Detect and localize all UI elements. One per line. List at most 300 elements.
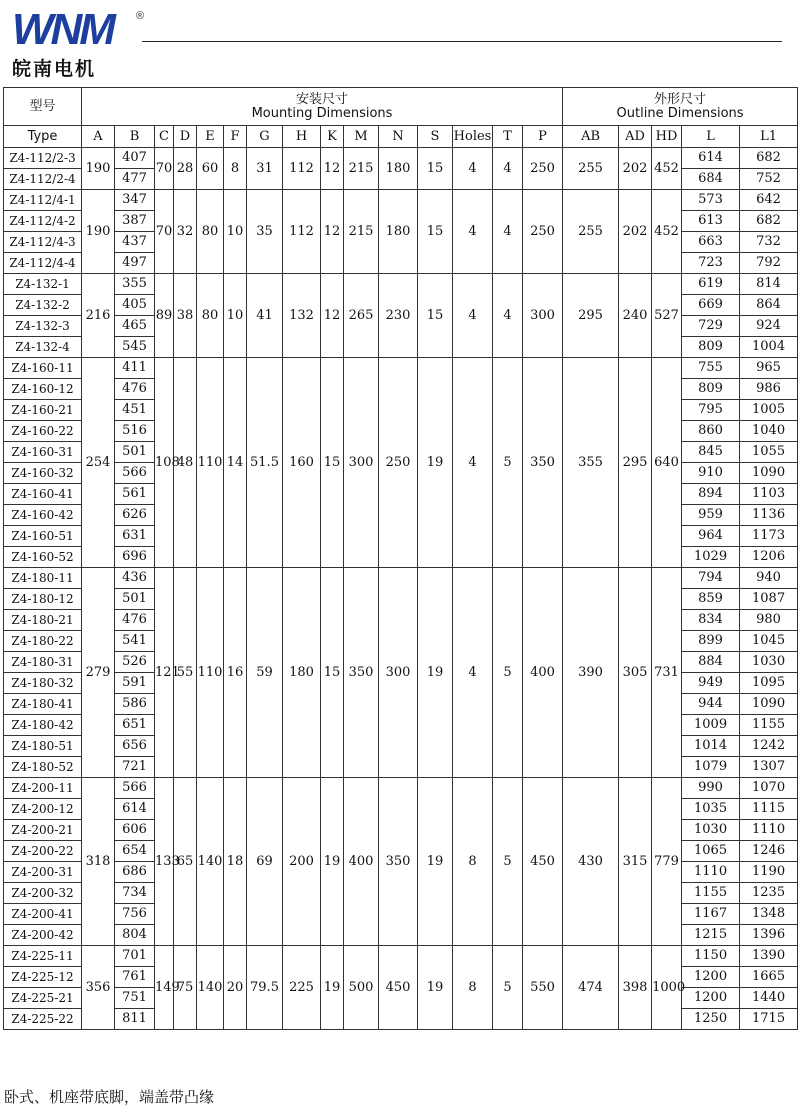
cell-l: 619 [682,274,740,295]
model-cell: Z4-132-2 [4,295,82,316]
cell-l: 1150 [682,946,740,967]
model-cell: Z4-132-1 [4,274,82,295]
cell-holes: 4 [453,568,493,778]
cell-s: 15 [418,274,453,358]
cell-l1: 1348 [740,904,798,925]
cell-k: 15 [321,358,344,568]
cell-hd: 452 [652,190,682,274]
model-cell: Z4-132-4 [4,337,82,358]
cell-t: 4 [493,190,523,274]
cell-g: 35 [247,190,283,274]
cell-l: 884 [682,652,740,673]
cell-ab: 255 [563,148,619,190]
model-cell: Z4-200-21 [4,820,82,841]
cell-n: 450 [379,946,418,1030]
cell-c: 70 [155,148,174,190]
column-header-n: N [379,126,418,148]
cell-l: 809 [682,337,740,358]
cell-b: 541 [115,631,155,652]
cell-l: 573 [682,190,740,211]
model-cell: Z4-160-31 [4,442,82,463]
cell-d: 28 [174,148,197,190]
cell-l1: 1103 [740,484,798,505]
cell-b: 476 [115,610,155,631]
cell-b: 631 [115,526,155,547]
column-header-m: M [344,126,379,148]
cell-b: 437 [115,232,155,253]
column-header-s: S [418,126,453,148]
cell-a: 190 [82,148,115,190]
cell-l: 1200 [682,988,740,1009]
cell-l: 834 [682,610,740,631]
cell-ab: 255 [563,190,619,274]
model-cell: Z4-200-12 [4,799,82,820]
mounting-dimensions-header [82,88,563,126]
cell-b: 566 [115,463,155,484]
cell-l: 1250 [682,1009,740,1030]
cell-c: 121 [155,568,174,778]
cell-l1: 1087 [740,589,798,610]
cell-l1: 924 [740,316,798,337]
cell-d: 55 [174,568,197,778]
cell-l1: 1095 [740,673,798,694]
cell-d: 75 [174,946,197,1030]
cell-l: 684 [682,169,740,190]
cell-g: 69 [247,778,283,946]
cell-e: 80 [197,274,224,358]
footnote: 卧式、机座带底脚，端盖带凸缘 [4,1088,215,1106]
column-header-k: K [321,126,344,148]
cell-h: 160 [283,358,321,568]
cell-l: 729 [682,316,740,337]
cell-k: 15 [321,568,344,778]
cell-s: 19 [418,358,453,568]
cell-l1: 1440 [740,988,798,1009]
cell-b: 734 [115,883,155,904]
cell-m: 215 [344,190,379,274]
cell-l1: 1055 [740,442,798,463]
cell-l1: 1090 [740,694,798,715]
cell-t: 5 [493,778,523,946]
cell-b: 526 [115,652,155,673]
cell-b: 561 [115,484,155,505]
cell-ab: 390 [563,568,619,778]
dimension-table [3,87,798,1030]
cell-l1: 682 [740,148,798,169]
cell-l1: 792 [740,253,798,274]
outline-header-cn: 外形尺寸 [654,91,707,107]
cell-a: 190 [82,190,115,274]
cell-k: 19 [321,946,344,1030]
model-cell: Z4-160-22 [4,421,82,442]
cell-k: 12 [321,274,344,358]
table-row [4,568,798,589]
cell-b: 686 [115,862,155,883]
model-cell: Z4-225-21 [4,988,82,1009]
cell-d: 38 [174,274,197,358]
cell-g: 41 [247,274,283,358]
mounting-header-cn: 安装尺寸 [296,91,349,107]
cell-b: 436 [115,568,155,589]
cell-ad: 202 [619,190,652,274]
cell-a: 279 [82,568,115,778]
brand-logo [12,5,145,81]
cell-hd: 1000 [652,946,682,1030]
column-header-e: E [197,126,224,148]
cell-ad: 398 [619,946,652,1030]
cell-l: 944 [682,694,740,715]
column-header-type: Type [4,126,82,148]
cell-b: 591 [115,673,155,694]
cell-c: 133 [155,778,174,946]
cell-m: 350 [344,568,379,778]
cell-b: 701 [115,946,155,967]
cell-s: 15 [418,148,453,190]
model-cell: Z4-225-12 [4,967,82,988]
model-cell: Z4-132-3 [4,316,82,337]
cell-l: 755 [682,358,740,379]
cell-b: 614 [115,799,155,820]
column-header-holes: Holes [453,126,493,148]
model-cell: Z4-200-22 [4,841,82,862]
cell-t: 4 [493,274,523,358]
cell-holes: 8 [453,946,493,1030]
cell-l1: 940 [740,568,798,589]
cell-l1: 1173 [740,526,798,547]
cell-l: 1065 [682,841,740,862]
cell-k: 19 [321,778,344,946]
cell-d: 65 [174,778,197,946]
column-header-l1: L1 [740,126,798,148]
cell-ab: 295 [563,274,619,358]
model-cell: Z4-160-41 [4,484,82,505]
cell-l1: 1206 [740,547,798,568]
cell-b: 387 [115,211,155,232]
cell-ab: 355 [563,358,619,568]
cell-holes: 4 [453,274,493,358]
model-cell: Z4-112/2-4 [4,169,82,190]
cell-l: 1009 [682,715,740,736]
cell-l: 1167 [682,904,740,925]
cell-holes: 4 [453,148,493,190]
cell-b: 411 [115,358,155,379]
model-cell: Z4-160-21 [4,400,82,421]
cell-l1: 864 [740,295,798,316]
cell-p: 300 [523,274,563,358]
cell-b: 451 [115,400,155,421]
cell-l: 809 [682,379,740,400]
model-cell: Z4-112/4-1 [4,190,82,211]
cell-hd: 779 [652,778,682,946]
cell-b: 347 [115,190,155,211]
cell-m: 500 [344,946,379,1030]
cell-m: 265 [344,274,379,358]
cell-a: 356 [82,946,115,1030]
cell-n: 300 [379,568,418,778]
mounting-header-en: Mounting Dimensions [251,105,393,121]
model-header: 型号 [4,88,82,126]
model-cell: Z4-160-52 [4,547,82,568]
cell-p: 450 [523,778,563,946]
model-cell: Z4-180-41 [4,694,82,715]
cell-s: 19 [418,778,453,946]
model-cell: Z4-112/4-3 [4,232,82,253]
model-cell: Z4-180-51 [4,736,82,757]
outline-dimensions-header [563,88,798,126]
cell-h: 132 [283,274,321,358]
cell-n: 230 [379,274,418,358]
cell-l: 723 [682,253,740,274]
cell-ad: 305 [619,568,652,778]
cell-l1: 814 [740,274,798,295]
cell-l1: 1136 [740,505,798,526]
header-divider [142,41,782,42]
cell-e: 60 [197,148,224,190]
cell-s: 19 [418,946,453,1030]
cell-b: 761 [115,967,155,988]
model-cell: Z4-200-11 [4,778,82,799]
model-cell: Z4-160-12 [4,379,82,400]
column-header-hd: HD [652,126,682,148]
cell-l: 1030 [682,820,740,841]
cell-f: 18 [224,778,247,946]
cell-l: 1215 [682,925,740,946]
cell-b: 654 [115,841,155,862]
cell-c: 70 [155,190,174,274]
column-header-h: H [283,126,321,148]
cell-h: 180 [283,568,321,778]
cell-l1: 1715 [740,1009,798,1030]
cell-l1: 1115 [740,799,798,820]
cell-b: 497 [115,253,155,274]
model-cell: Z4-112/2-3 [4,148,82,169]
column-header-row [4,126,798,148]
model-cell: Z4-160-11 [4,358,82,379]
cell-ab: 430 [563,778,619,946]
cell-l1: 1070 [740,778,798,799]
model-cell: Z4-112/4-4 [4,253,82,274]
cell-f: 16 [224,568,247,778]
cell-l: 1155 [682,883,740,904]
cell-m: 300 [344,358,379,568]
cell-ab: 474 [563,946,619,1030]
cell-l1: 1155 [740,715,798,736]
model-cell: Z4-160-42 [4,505,82,526]
cell-b: 516 [115,421,155,442]
cell-l1: 1390 [740,946,798,967]
column-header-f: F [224,126,247,148]
cell-l1: 682 [740,211,798,232]
cell-c: 89 [155,274,174,358]
cell-k: 12 [321,190,344,274]
registered-mark: ® [136,10,145,22]
cell-b: 721 [115,757,155,778]
table-row [4,778,798,799]
cell-l: 859 [682,589,740,610]
cell-e: 140 [197,778,224,946]
column-header-ab: AB [563,126,619,148]
cell-b: 477 [115,169,155,190]
cell-n: 180 [379,148,418,190]
column-header-a: A [82,126,115,148]
model-cell: Z4-160-32 [4,463,82,484]
cell-b: 501 [115,442,155,463]
cell-l1: 1396 [740,925,798,946]
column-header-g: G [247,126,283,148]
cell-f: 20 [224,946,247,1030]
cell-hd: 527 [652,274,682,358]
cell-f: 14 [224,358,247,568]
cell-l: 1029 [682,547,740,568]
cell-l1: 980 [740,610,798,631]
cell-e: 110 [197,568,224,778]
cell-l: 1079 [682,757,740,778]
cell-g: 51.5 [247,358,283,568]
cell-f: 10 [224,190,247,274]
cell-l1: 1045 [740,631,798,652]
model-cell: Z4-180-22 [4,631,82,652]
cell-l: 614 [682,148,740,169]
cell-b: 756 [115,904,155,925]
table-row [4,148,798,169]
cell-t: 5 [493,946,523,1030]
cell-g: 59 [247,568,283,778]
cell-l1: 1004 [740,337,798,358]
model-cell: Z4-225-22 [4,1009,82,1030]
column-header-t: T [493,126,523,148]
cell-l1: 986 [740,379,798,400]
cell-l: 1200 [682,967,740,988]
cell-l: 899 [682,631,740,652]
cell-l: 860 [682,421,740,442]
column-header-ad: AD [619,126,652,148]
cell-l1: 1030 [740,652,798,673]
cell-b: 804 [115,925,155,946]
cell-b: 751 [115,988,155,1009]
cell-l: 669 [682,295,740,316]
cell-l: 663 [682,232,740,253]
cell-hd: 452 [652,148,682,190]
cell-l1: 1246 [740,841,798,862]
cell-p: 250 [523,148,563,190]
model-cell: Z4-180-21 [4,610,82,631]
cell-l: 964 [682,526,740,547]
table-row [4,274,798,295]
table-body [4,148,798,1030]
cell-b: 696 [115,547,155,568]
model-cell: Z4-180-31 [4,652,82,673]
cell-d: 32 [174,190,197,274]
cell-l: 845 [682,442,740,463]
cell-h: 112 [283,148,321,190]
cell-l1: 752 [740,169,798,190]
cell-e: 140 [197,946,224,1030]
model-cell: Z4-180-12 [4,589,82,610]
cell-h: 112 [283,190,321,274]
cell-hd: 640 [652,358,682,568]
model-cell: Z4-160-51 [4,526,82,547]
cell-holes: 4 [453,358,493,568]
cell-b: 407 [115,148,155,169]
cell-n: 350 [379,778,418,946]
model-cell: Z4-200-42 [4,925,82,946]
table-row [4,946,798,967]
column-header-l: L [682,126,740,148]
cell-c: 108 [155,358,174,568]
cell-h: 200 [283,778,321,946]
cell-b: 606 [115,820,155,841]
cell-s: 15 [418,190,453,274]
model-cell: Z4-225-11 [4,946,82,967]
cell-p: 350 [523,358,563,568]
cell-b: 656 [115,736,155,757]
cell-l: 894 [682,484,740,505]
cell-n: 180 [379,190,418,274]
cell-l1: 1005 [740,400,798,421]
cell-b: 586 [115,694,155,715]
cell-l: 795 [682,400,740,421]
model-cell: Z4-180-32 [4,673,82,694]
cell-d: 48 [174,358,197,568]
cell-l1: 1307 [740,757,798,778]
cell-l1: 1190 [740,862,798,883]
cell-m: 215 [344,148,379,190]
cell-p: 400 [523,568,563,778]
cell-l: 1110 [682,862,740,883]
cell-b: 465 [115,316,155,337]
cell-f: 10 [224,274,247,358]
column-header-d: D [174,126,197,148]
cell-b: 566 [115,778,155,799]
cell-t: 5 [493,568,523,778]
model-cell: Z4-180-42 [4,715,82,736]
cell-k: 12 [321,148,344,190]
cell-l1: 732 [740,232,798,253]
model-cell: Z4-112/4-2 [4,211,82,232]
cell-l1: 965 [740,358,798,379]
model-cell: Z4-200-41 [4,904,82,925]
cell-e: 80 [197,190,224,274]
cell-a: 254 [82,358,115,568]
cell-a: 318 [82,778,115,946]
cell-a: 216 [82,274,115,358]
cell-ad: 295 [619,358,652,568]
cell-b: 405 [115,295,155,316]
cell-holes: 4 [453,190,493,274]
cell-ad: 315 [619,778,652,946]
cell-g: 79.5 [247,946,283,1030]
table-row [4,190,798,211]
cell-l: 1014 [682,736,740,757]
cell-l1: 1665 [740,967,798,988]
cell-hd: 731 [652,568,682,778]
cell-s: 19 [418,568,453,778]
brand-name-cn: 皖南电机 [12,58,97,80]
cell-b: 626 [115,505,155,526]
model-cell: Z4-180-11 [4,568,82,589]
cell-m: 400 [344,778,379,946]
page-header [0,0,800,90]
column-header-p: P [523,126,563,148]
cell-l: 990 [682,778,740,799]
cell-c: 149 [155,946,174,1030]
cell-l1: 1040 [740,421,798,442]
cell-b: 476 [115,379,155,400]
cell-p: 250 [523,190,563,274]
column-header-c: C [155,126,174,148]
table-row [4,358,798,379]
cell-l: 613 [682,211,740,232]
